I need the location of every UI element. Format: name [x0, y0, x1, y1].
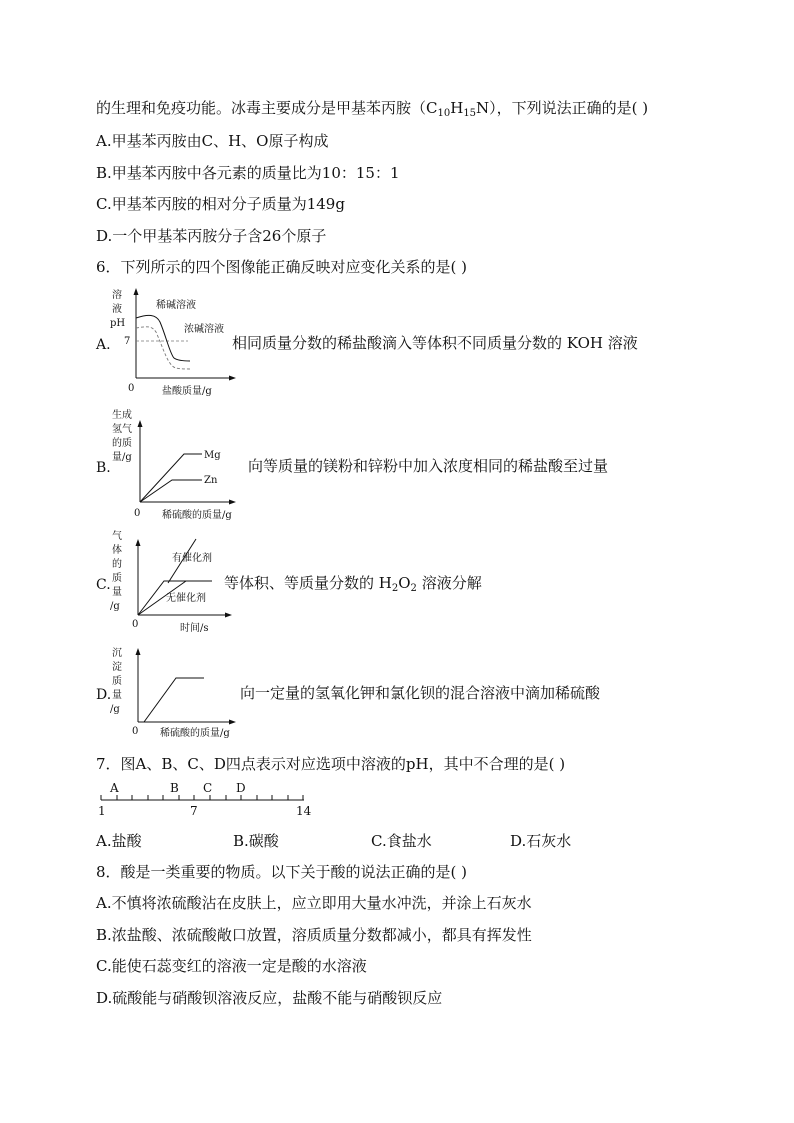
q7-option-c[interactable]: C.食盐水 — [371, 832, 432, 850]
y-axis-arrow — [134, 288, 139, 295]
y-label-2: 氢气 — [112, 424, 132, 435]
q7-option-a[interactable]: A.盐酸 — [96, 832, 142, 850]
origin: 0 — [132, 619, 139, 630]
precipitate-line — [144, 678, 204, 722]
x-label: 稀硫酸的质量/g — [160, 728, 230, 739]
y-label-6: /g — [110, 601, 120, 612]
q7-option-b[interactable]: B.碳酸 — [233, 832, 279, 850]
y-label-5: /g — [110, 704, 120, 715]
zn-label: Zn — [204, 475, 218, 486]
q6-c-desc-b: 溶液分解 — [416, 574, 482, 592]
y-label-3: 质 — [112, 676, 122, 687]
y-label-3: 的 — [112, 559, 122, 570]
y-label-1: 溶 — [112, 290, 122, 301]
q5-option-c[interactable]: C.甲基苯丙胺的相对分子质量为149g — [96, 195, 345, 213]
with-catalyst-label: 有催化剂 — [172, 553, 212, 564]
x-label: 时间/s — [180, 623, 209, 634]
q6-option-b-label[interactable]: B. — [96, 460, 111, 476]
ruler-ticks — [101, 795, 303, 800]
y-label-2: 淀 — [112, 662, 122, 673]
y-label-1: 沉 — [112, 648, 122, 659]
q6-graph-d — [108, 644, 248, 740]
tick-1: 1 — [98, 804, 106, 818]
point-b: B — [170, 781, 179, 795]
q6-c-desc-o: O — [398, 574, 411, 592]
curve-label-conc: 浓碱溶液 — [184, 324, 224, 335]
q6-graph-b — [108, 408, 248, 521]
y-label-4: 质 — [112, 573, 122, 584]
q6-option-c-label[interactable]: C. — [96, 577, 111, 593]
q5-stem — [96, 98, 648, 124]
q8-option-a[interactable]: A.不慎将浓硫酸沾在皮肤上，应立即用大量水冲洗，并涂上石灰水 — [96, 894, 532, 912]
y-axis-arrow — [136, 539, 141, 546]
q5-formula-sub-1: 10 — [437, 108, 451, 119]
q5-stem-text-b: N），下列说法正确的是( ) — [476, 99, 649, 117]
y-label-1: 生成 — [112, 410, 132, 421]
q5-option-a[interactable]: A.甲基苯丙胺由C、H、O原子构成 — [96, 132, 329, 150]
q6-option-a-desc: 相同质量分数的稀盐酸滴入等体积不同质量分数的 KOH 溶液 — [232, 334, 638, 352]
q5-option-d[interactable]: D.一个甲基苯丙胺分子含26个原子 — [96, 227, 327, 245]
origin: 0 — [134, 508, 141, 519]
q7-option-d[interactable]: D.石灰水 — [510, 832, 572, 850]
x-label: 盐酸质量/g — [162, 386, 212, 397]
x-axis-arrow — [229, 376, 236, 381]
y-label-4: 量 — [112, 690, 122, 701]
q6-c-desc-a: 等体积、等质量分数的 H — [224, 574, 392, 592]
q6-c-desc-sub-1: 2 — [391, 583, 399, 594]
q6-c-desc-sub-2: 2 — [410, 583, 417, 594]
point-d: D — [236, 781, 246, 795]
conc-base-curve — [136, 327, 190, 369]
y-label-4: 量/g — [112, 452, 132, 463]
q6-stem: 6．下列所示的四个图像能正确反映对应变化关系的是( ) — [96, 258, 468, 276]
q7-ph-ruler — [96, 780, 316, 820]
q8-option-d[interactable]: D.硫酸能与硝酸钡溶液反应，盐酸不能与硝酸钡反应 — [96, 989, 443, 1007]
x-axis-arrow — [229, 720, 236, 725]
origin: 0 — [132, 726, 139, 737]
x-axis-arrow — [225, 613, 232, 618]
q8-option-c[interactable]: C.能使石蕊变红的溶液一定是酸的水溶液 — [96, 957, 367, 975]
q7-stem: 7．图A、B、C、D四点表示对应选项中溶液的pH，其中不合理的是( ) — [96, 755, 566, 773]
q6-option-b-desc: 向等质量的镁粉和锌粉中加入浓度相同的稀盐酸至过量 — [248, 457, 609, 475]
without-catalyst-label: 无催化剂 — [166, 593, 206, 604]
dilute-base-curve — [136, 315, 190, 361]
q6-graph-a — [108, 286, 238, 396]
y-axis-arrow — [138, 420, 143, 427]
tick-14: 14 — [296, 804, 312, 818]
y-label-3: pH — [110, 318, 126, 329]
q5-stem-text-a: 的生理和免疫功能。冰毒主要成分是甲基苯丙胺（C — [96, 99, 438, 117]
y-axis-arrow — [136, 648, 141, 655]
y-label-5: 量 — [112, 587, 122, 598]
point-a: A — [110, 781, 119, 795]
y-label-1: 气 — [112, 531, 122, 542]
q8-stem: 8．酸是一类重要的物质。以下关于酸的说法正确的是( ) — [96, 863, 468, 881]
tick-7: 7 — [190, 804, 198, 818]
tick-7: 7 — [124, 336, 131, 347]
q6-option-a-label[interactable]: A. — [96, 337, 111, 353]
mg-label: Mg — [204, 450, 221, 461]
q6-option-d-desc: 向一定量的氢氧化钾和氯化钡的混合溶液中滴加稀硫酸 — [240, 684, 601, 702]
point-c: C — [203, 781, 213, 795]
y-label-2: 体 — [112, 545, 122, 556]
q6-option-d-label[interactable]: D. — [96, 687, 112, 703]
q5-formula-h: H — [450, 99, 464, 117]
y-label-3: 的质 — [112, 438, 132, 449]
y-label-2: 液 — [112, 304, 122, 315]
x-axis-arrow — [229, 500, 236, 505]
q5-option-b[interactable]: B.甲基苯丙胺中各元素的质量比为10：15：1 — [96, 164, 400, 182]
curve-label-dilute: 稀碱溶液 — [156, 300, 196, 311]
zn-line — [140, 480, 202, 502]
q6-option-c-desc — [224, 573, 482, 599]
origin: 0 — [128, 383, 135, 394]
mg-line — [140, 454, 202, 502]
q8-option-b[interactable]: B.浓盐酸、浓硫酸敞口放置，溶质质量分数都减小，都具有挥发性 — [96, 926, 532, 944]
x-label: 稀硫酸的质量/g — [162, 510, 232, 521]
q5-formula-sub-2: 15 — [463, 108, 477, 119]
